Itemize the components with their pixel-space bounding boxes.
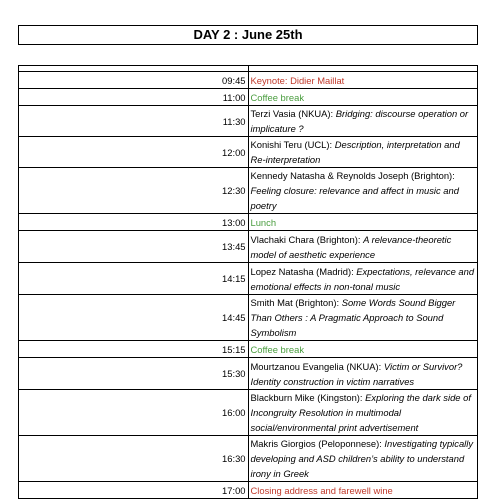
session-title: Expectations, relevance and emotional effects in non-tonal music — [250, 265, 475, 292]
session-speaker: Mourtzanou Evangelia (NKUA): — [250, 360, 384, 372]
session-description — [248, 106, 478, 137]
session-speaker: Kennedy Natasha & Reynolds Joseph (Brighton): — [250, 170, 455, 181]
session-time: 17:00 — [19, 482, 249, 499]
session-title: Some Words Sound Bigger Than Others : A Pragmatic Approach to Sound Symbolism — [250, 297, 456, 338]
schedule-row — [19, 341, 478, 358]
session-time: 14:45 — [19, 295, 249, 341]
schedule-row — [19, 137, 478, 168]
session-time: 16:00 — [19, 390, 249, 436]
session-description — [248, 168, 478, 214]
session-title: A relevance-theoretic model of aesthetic experience — [250, 233, 452, 260]
session-time: 15:30 — [19, 358, 249, 390]
session-description — [248, 295, 478, 341]
session-description — [248, 89, 478, 106]
schedule-row — [19, 89, 478, 106]
session-description — [248, 436, 478, 482]
session-description — [248, 72, 478, 89]
schedule-row — [19, 168, 478, 214]
schedule-row — [19, 72, 478, 89]
session-time: 13:00 — [19, 214, 249, 231]
session-time: 14:15 — [19, 263, 249, 295]
schedule-row — [19, 436, 478, 482]
schedule-row — [19, 358, 478, 390]
session-description — [248, 341, 478, 358]
session-time: 11:30 — [19, 106, 249, 137]
schedule-row — [19, 295, 478, 341]
session-description — [248, 137, 478, 168]
session-description — [248, 390, 478, 436]
day-title: DAY 2 : June 25th — [18, 25, 478, 45]
session-speaker: Konishi Teru (UCL): — [250, 139, 335, 150]
session-title: Feeling closure: relevance and affect in music and poetry — [250, 185, 459, 211]
session-title: Description, interpretation and Re-interpretation — [250, 139, 460, 165]
session-description — [248, 214, 478, 231]
schedule-row — [19, 482, 478, 499]
schedule-row — [19, 390, 478, 436]
session-time: 15:15 — [19, 341, 249, 358]
session-speaker: Makris Giorgios (Peloponnese): — [250, 438, 385, 449]
session-speaker: Coffee break — [250, 343, 305, 355]
session-speaker: Lunch — [250, 216, 277, 228]
session-title: Bridging: discourse operation or implicature ? — [250, 108, 469, 134]
session-speaker: Terzi Vasia (NKUA): — [250, 108, 336, 119]
session-title: Victim or Survivor? Identity construction in victim narratives — [250, 360, 463, 387]
session-title: Exploring the dark side of Incongruity Resolution in multimodal social/environmental print advertisement — [250, 392, 471, 433]
session-time: 11:00 — [19, 89, 249, 106]
session-speaker: Blackburn Mike (Kingston): — [250, 392, 366, 403]
session-speaker: Coffee break — [250, 91, 305, 103]
session-description — [248, 482, 478, 499]
session-description — [248, 358, 478, 390]
session-description — [248, 263, 478, 295]
schedule-row — [19, 231, 478, 263]
session-time: 09:45 — [19, 72, 249, 89]
session-speaker: Lopez Natasha (Madrid): — [250, 265, 357, 277]
session-speaker: Keynote: Didier Maillat — [250, 74, 345, 86]
session-time: 13:45 — [19, 231, 249, 263]
schedule-row — [19, 214, 478, 231]
schedule-table — [18, 65, 478, 499]
session-time: 16:30 — [19, 436, 249, 482]
session-title: Investigating typically developing and ASD children’s ability to understand irony in Greek — [250, 438, 474, 479]
session-time: 12:30 — [19, 168, 249, 214]
session-speaker: Closing address and farewell wine — [250, 484, 393, 496]
schedule-row — [19, 106, 478, 137]
session-speaker: Smith Mat (Brighton): — [250, 297, 342, 308]
session-time: 12:00 — [19, 137, 249, 168]
session-speaker: Vlachaki Chara (Brighton): — [250, 233, 364, 245]
schedule-row — [19, 263, 478, 295]
session-description — [248, 231, 478, 263]
